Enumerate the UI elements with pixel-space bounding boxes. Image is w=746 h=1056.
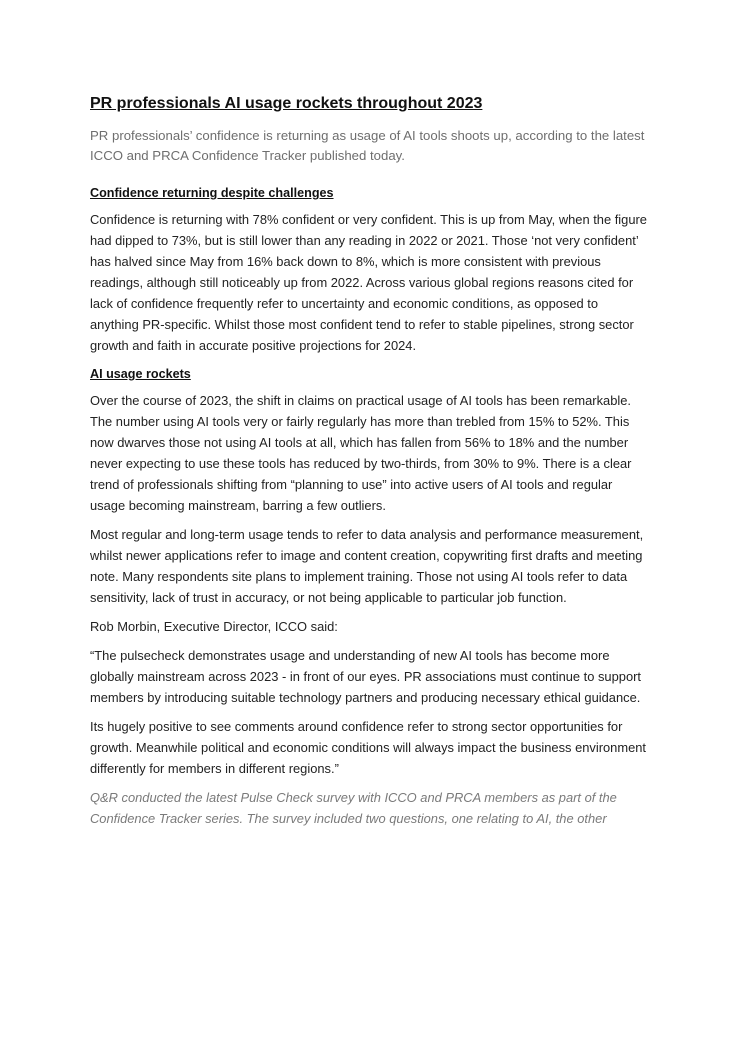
paragraph-quote-attribution: Rob Morbin, Executive Director, ICCO said: — [90, 619, 338, 634]
document-title: PR professionals AI usage rockets throughout 2023 — [90, 95, 483, 112]
section-heading-confidence: Confidence returning despite challenges — [90, 186, 334, 200]
document-subtitle: PR professionals’ confidence is returning as usage of AI tools shoots up, according to the latest ICCO and PRCA Confidence Tracker published today. — [90, 128, 645, 163]
paragraph-quote-part-2: Its hugely positive to see comments around confidence refer to strong sector opportunities for growth. Meanwhile political and economic conditions will always impact the business environment differently for members in different regions.” — [90, 719, 647, 776]
document-page — [90, 90, 650, 829]
paragraph-confidence: Confidence is returning with 78% confident or very confident. This is up from May, when the figure had dipped to 73%, but is still lower than any reading in 2022 or 2021. Those ‘not very confident’ has halved since May from 16% back down to 8%, which is more consistent with previous readings, although still noticeably up from 2022. Across various global regions reasons cited for lack of confidence frequently refer to uncertainty and economic conditions, as opposed to anything PR-specific. Whilst those most confident tend to refer to stable pipelines, strong sector growth and faith in accurate positive projections for 2024. — [90, 212, 647, 353]
paragraph-ai-applications: Most regular and long-term usage tends to refer to data analysis and performance measurement, whilst newer applications refer to image and content creation, copywriting first drafts and meeting note. Many respondents site plans to implement training. Those not using AI tools refer to data sensitivity, lack of trust in accuracy, or not being applicable to particular job function. — [90, 527, 644, 605]
paragraph-ai-usage-shift: Over the course of 2023, the shift in claims on practical usage of AI tools has been remarkable. The number using AI tools very or fairly regularly has more than trebled from 15% to 52%. This now dwarves those not using AI tools at all, which has fallen from 56% to 18% and the number never expecting to use these tools has reduced by two-thirds, from 30% to 9%. There is a clear trend of professionals shifting from “planning to use” into active users of AI tools and regular usage becoming mainstream, barring a few outliers. — [90, 393, 632, 513]
methodology-note: Q&R conducted the latest Pulse Check survey with ICCO and PRCA members as part of the Confidence Tracker series. The survey included two questions, one relating to AI, the other — [90, 790, 617, 826]
paragraph-quote-part-1: “The pulsecheck demonstrates usage and understanding of new AI tools has become more globally mainstream across 2023 - in front of our eyes. PR associations must continue to support members by introducing suitable technology partners and producing necessary ethical guidance. — [90, 648, 641, 705]
section-heading-ai-usage: AI usage rockets — [90, 367, 191, 381]
